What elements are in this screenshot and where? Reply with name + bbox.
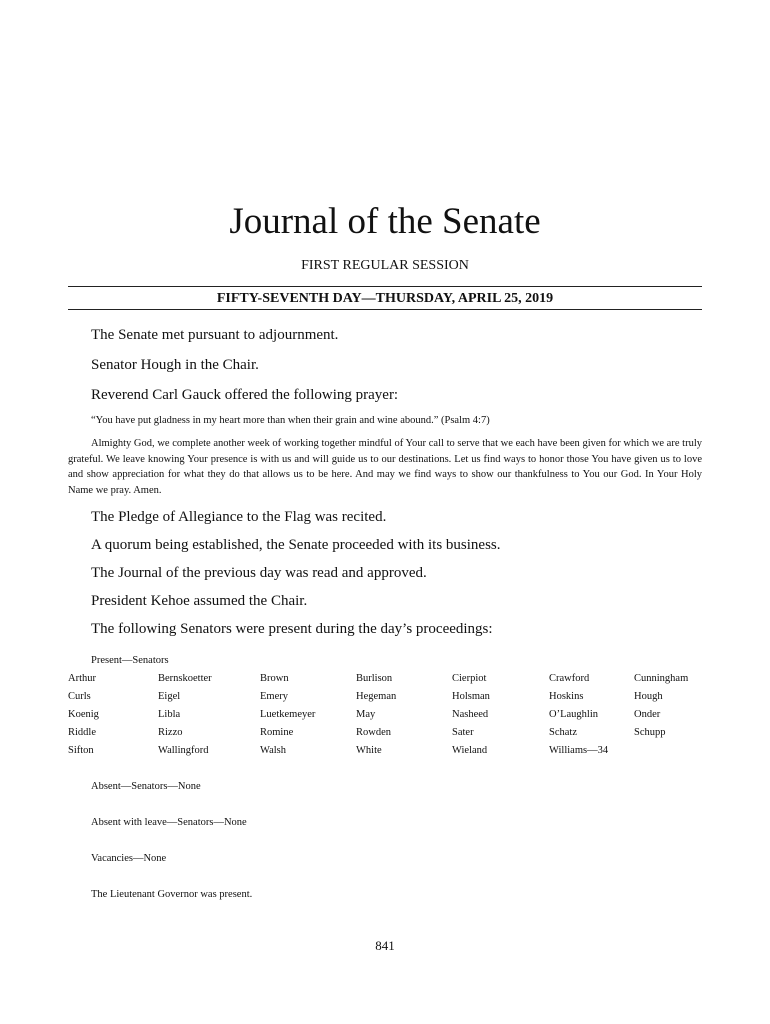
senator-name: Bernskoetter (158, 673, 212, 684)
absent-with-leave-line: Absent with leave—Senators—None (91, 817, 247, 828)
journal-title: Journal of the Senate (229, 201, 541, 242)
senator-name: White (356, 745, 382, 756)
opening-chair: Senator Hough in the Chair. (91, 357, 259, 373)
opening-prayer-intro: Reverend Carl Gauck offered the following prayer: (91, 387, 399, 403)
senator-name: Romine (260, 727, 294, 738)
senator-name: Wallingford (158, 745, 209, 756)
senator-name: Eigel (158, 691, 181, 702)
senator-name: Crawford (549, 673, 590, 684)
senator-roster (0, 672, 770, 762)
senator-name: Libla (158, 709, 181, 720)
prayer-body: Almighty God, we complete another week of working together mindful of Your call to serve that we each have been given for which we are truly grateful. We leave knowing Your presence is with us and will guide us to our destinations. Let us find ways to honor those You have given us to love and show appreciation for what they do that allows us to be here. And may we find ways to show our thankfulness to You our God. In Your Holy Name we pray. Amen. (68, 438, 702, 496)
senator-name: Riddle (68, 727, 96, 738)
senator-name: Onder (634, 709, 661, 720)
senator-name: Holsman (452, 691, 490, 702)
page-number: 841 (375, 938, 395, 953)
senator-name: Arthur (68, 673, 96, 684)
prayer-quote: “You have put gladness in my heart more than when their grain and wine abound.” (Psalm 4:7) (91, 415, 490, 426)
senator-name: Nasheed (452, 709, 489, 720)
senator-name: Burlison (356, 673, 393, 684)
senator-name: Rizzo (158, 727, 183, 738)
senator-name: Schupp (634, 727, 666, 738)
journal-approved-line: The Journal of the previous day was read and approved. (91, 565, 427, 581)
senators-present-intro: The following Senators were present during the day’s proceedings: (91, 621, 493, 637)
senator-name: Cierpiot (452, 673, 487, 684)
senator-name: Emery (260, 691, 288, 702)
senator-name: O’Laughlin (549, 709, 598, 720)
senator-name: Schatz (549, 727, 577, 738)
senator-name: May (356, 709, 376, 720)
senator-name: Curls (68, 691, 91, 702)
vacancies-line: Vacancies—None (91, 853, 167, 864)
senator-name: Walsh (260, 745, 286, 756)
senator-name: Wieland (452, 745, 488, 756)
senator-name: Luetkemeyer (260, 709, 316, 720)
absent-line: Absent—Senators—None (91, 781, 201, 792)
senator-name: Hoskins (549, 691, 584, 702)
senator-name: Rowden (356, 727, 391, 738)
senator-name: Brown (260, 673, 289, 684)
opening-adjournment: The Senate met pursuant to adjournment. (91, 327, 339, 343)
day-heading: FIFTY-SEVENTH DAY—THURSDAY, APRIL 25, 2019 (216, 291, 554, 306)
header-rule-bottom (68, 309, 702, 310)
senator-name: Sater (452, 727, 474, 738)
senator-name: Koenig (68, 709, 99, 720)
senator-name: Williams—34 (549, 745, 609, 756)
senator-name: Sifton (68, 745, 94, 756)
president-chair-line: President Kehoe assumed the Chair. (91, 593, 308, 609)
present-label: Present—Senators (91, 655, 169, 666)
quorum-line: A quorum being established, the Senate proceeded with its business. (91, 537, 501, 553)
senator-name: Hough (634, 691, 663, 702)
pledge-line: The Pledge of Allegiance to the Flag was recited. (91, 509, 387, 525)
lt-governor-line: The Lieutenant Governor was present. (91, 889, 253, 900)
senator-name: Cunningham (634, 673, 689, 684)
senator-name: Hegeman (356, 691, 397, 702)
session-label: FIRST REGULAR SESSION (301, 258, 469, 273)
header-rule-top (68, 286, 702, 287)
